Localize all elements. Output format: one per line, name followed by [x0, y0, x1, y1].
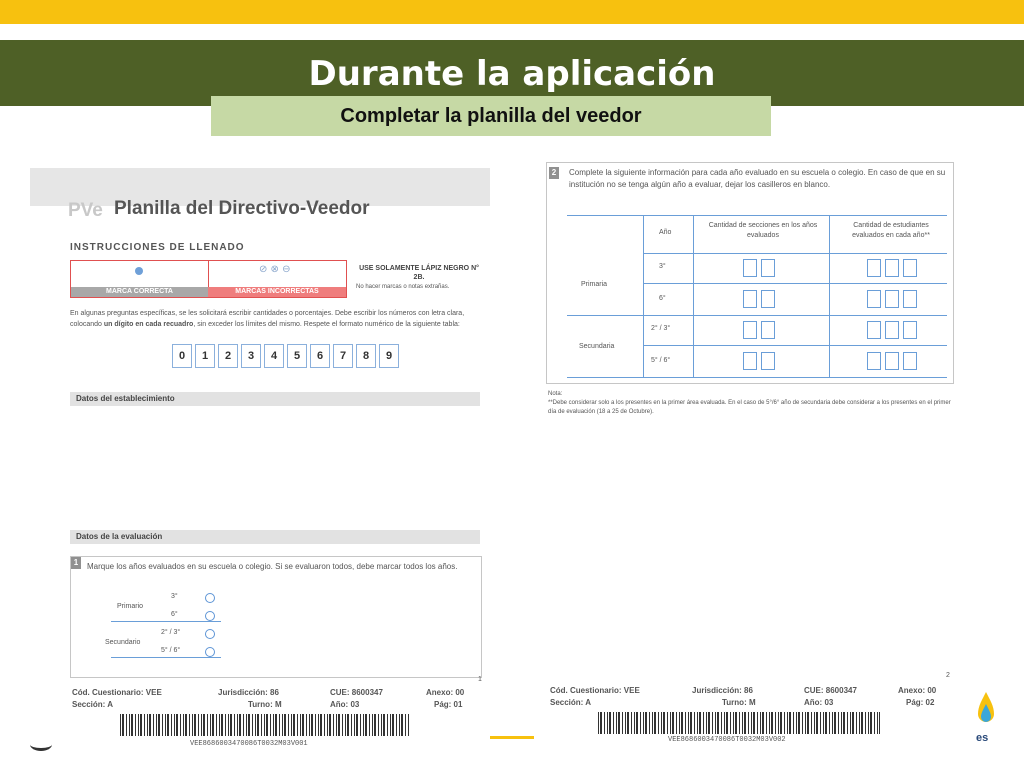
estudiantes-digit-box[interactable] [867, 321, 881, 339]
question-2-text: Complete la siguiente información para cada año evaluado en su escuela o colegio. En caso de que en su institución no se tenga algún año a evaluar, dejar los casilleros en blanco. [569, 168, 946, 189]
no-marks-note: No hacer marcas o notas extrañas. [356, 284, 450, 290]
table-rule [643, 215, 644, 377]
year-label: 3° [171, 593, 178, 600]
note-text: **Debe considerar solo a los presentes en la primer área evaluada. En el caso de 5°/6° año de secundaria debe considerar a los presentes en el primer día de evaluación (18 a 25 de Octubre). [548, 400, 951, 415]
footer-anio: Año: 03 [330, 700, 360, 709]
estudiantes-digit-box[interactable] [903, 321, 917, 339]
barcode [598, 712, 880, 734]
col-estudiantes-header: Cantidad de estudiantes evaluados en cada año** [852, 222, 930, 239]
footer-pag: Pág: 01 [434, 700, 463, 709]
year-checkbox-circle[interactable] [205, 629, 215, 639]
digit-box: 9 [379, 344, 399, 368]
table-rule [567, 315, 947, 316]
decorative-stripe [490, 736, 534, 739]
footer-anio: Año: 03 [804, 698, 834, 707]
footer-jurisdiccion: Jurisdicción: 86 [692, 686, 753, 695]
secundario-label: Secundario [105, 639, 141, 646]
instructions-paragraph-b: , sin exceder los límites del mismo. Respete el formato numérico de la siguiente tabla: [193, 321, 460, 328]
barcode [120, 714, 410, 736]
estudiantes-digit-box[interactable] [903, 352, 917, 370]
instructions-paragraph-a: En algunas preguntas específicas, se les solicitará escribir cantidades o porcentajes. Debe escribir los números con letra clara, colocando [70, 310, 465, 328]
table-rule [643, 345, 947, 346]
year-label: 5° / 6° [161, 647, 181, 654]
year-label: 6° [659, 295, 666, 302]
year-checkbox-circle[interactable] [205, 611, 215, 621]
footer-seccion: Sección: A [550, 698, 592, 707]
secciones-digit-box[interactable] [743, 321, 757, 339]
table-rule [693, 215, 694, 377]
digit-box: 0 [172, 344, 192, 368]
secciones-digit-box[interactable] [761, 259, 775, 277]
table-rule [643, 283, 947, 284]
slide-subtitle: Completar la planilla del veedor [340, 105, 642, 127]
estudiantes-digit-box[interactable] [885, 290, 899, 308]
drop-logo-icon [976, 690, 996, 728]
mark-correct-label: MARCA CORRECTA [71, 287, 208, 297]
barcode-number: VEE8686003470086T0032M03V001 [190, 740, 308, 748]
secciones-digit-box[interactable] [743, 352, 757, 370]
year-label: 2° / 3° [161, 629, 181, 636]
marks-incorrect-label: MARCAS INCORRECTAS [208, 287, 346, 297]
col-secciones-header: Cantidad de secciones en los años evaluados [708, 222, 818, 239]
form-title: Planilla del Directivo-Veedor [114, 198, 370, 219]
instructions-title: INSTRUCCIONES DE LLENADO [70, 242, 245, 253]
estudiantes-digit-box[interactable] [885, 321, 899, 339]
question-2-box [546, 162, 954, 384]
secciones-digit-box[interactable] [761, 352, 775, 370]
brand-logo-text: es [976, 732, 989, 744]
year-label: 6° [171, 611, 178, 618]
secciones-digit-box[interactable] [743, 259, 757, 277]
instructions-paragraph [70, 308, 480, 330]
table-rule [567, 377, 947, 378]
primario-label: Primario [117, 603, 144, 610]
footer-jurisdiccion: Jurisdicción: 86 [218, 688, 279, 697]
secciones-digit-box[interactable] [761, 321, 775, 339]
secundaria-label: Secundaria [579, 343, 615, 350]
instructions-paragraph-bold: un dígito en cada recuadro [103, 321, 194, 328]
digit-box: 6 [310, 344, 330, 368]
ministry-logo-icon [30, 738, 52, 751]
estudiantes-digit-box[interactable] [885, 352, 899, 370]
section-evaluation: Datos de la evaluación [70, 530, 480, 544]
footer-anexo: Anexo: 00 [898, 686, 937, 695]
footer-pag: Pág: 02 [906, 698, 935, 707]
estudiantes-digit-box[interactable] [885, 259, 899, 277]
table-rule [829, 215, 830, 377]
estudiantes-digit-box[interactable] [903, 259, 917, 277]
top-yellow-band [0, 0, 1024, 24]
slide-title: Durante la aplicación [308, 54, 716, 94]
footer-seccion: Sección: A [72, 700, 114, 709]
footer-cod: Cód. Cuestionario: VEE [72, 688, 162, 697]
table-rule [643, 253, 947, 254]
marks-example-box [70, 260, 347, 298]
question-number: 1 [71, 557, 81, 569]
primaria-label: Primaria [581, 281, 608, 288]
estudiantes-digit-box[interactable] [867, 290, 881, 308]
digit-box: 1 [195, 344, 215, 368]
year-label: 3° [659, 263, 666, 270]
secciones-digit-box[interactable] [761, 290, 775, 308]
pve-logo: PVe [68, 200, 103, 221]
year-label: 5° / 6° [651, 357, 671, 364]
table-rule [111, 657, 221, 658]
footer-cod: Cód. Cuestionario: VEE [550, 686, 640, 695]
digit-box: 7 [333, 344, 353, 368]
section-establishment: Datos del establecimiento [70, 392, 480, 406]
note-label: Nota: [548, 391, 563, 397]
table-rule [111, 621, 221, 622]
note-block [548, 390, 958, 417]
barcode-number: VEE8686003470086T0032M03V002 [668, 736, 786, 744]
footer-cue: CUE: 8600347 [804, 686, 857, 695]
page-number: 1 [478, 676, 482, 683]
year-label: 2° / 3° [651, 325, 671, 332]
estudiantes-digit-box[interactable] [903, 290, 917, 308]
question-number: 2 [549, 167, 559, 179]
secciones-digit-box[interactable] [743, 290, 757, 308]
question-1-box [70, 556, 482, 678]
digit-box: 8 [356, 344, 376, 368]
form-page-2 [528, 154, 962, 426]
col-anio-header: Año [659, 229, 672, 236]
year-checkbox-circle[interactable] [205, 593, 215, 603]
digit-box: 5 [287, 344, 307, 368]
question-1-text: Marque los años evaluados en su escuela o colegio. Si se evaluaron todos, debe marcar todos los años. [87, 562, 458, 571]
footer-turno: Turno: M [722, 698, 756, 707]
year-checkbox-circle[interactable] [205, 647, 215, 657]
footer-cue: CUE: 8600347 [330, 688, 383, 697]
page-number: 2 [946, 672, 950, 679]
use-pencil-note: USE SOLAMENTE LÁPIZ NEGRO N° 2B. [359, 265, 479, 281]
digit-format-row [172, 344, 402, 368]
digit-box: 2 [218, 344, 238, 368]
footer-anexo: Anexo: 00 [426, 688, 465, 697]
digit-box: 3 [241, 344, 261, 368]
estudiantes-digit-box[interactable] [867, 352, 881, 370]
filled-circle-icon [135, 267, 143, 275]
footer-turno: Turno: M [248, 700, 282, 709]
table-rule [567, 215, 947, 216]
incorrect-marks-icon: ⊘ ⊗ ⊖ [259, 264, 291, 275]
form-page-1 [26, 160, 490, 690]
digit-box: 4 [264, 344, 284, 368]
subtitle-box [211, 96, 771, 136]
estudiantes-digit-box[interactable] [867, 259, 881, 277]
